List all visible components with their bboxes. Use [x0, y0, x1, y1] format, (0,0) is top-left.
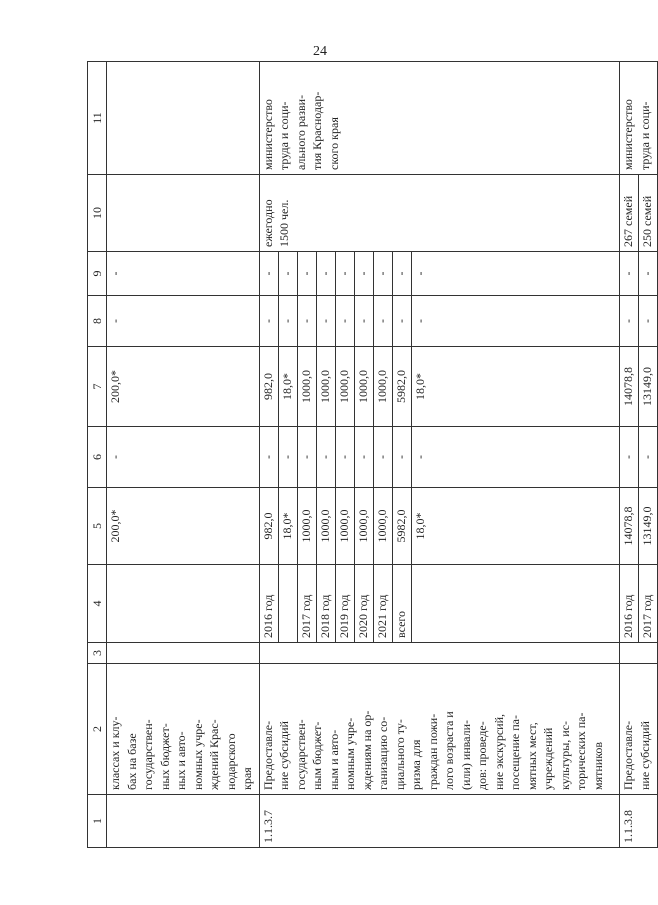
text-line: Предоставле- — [621, 720, 635, 790]
value-cell: - — [278, 252, 297, 296]
text-line: ние субсидий — [637, 721, 652, 790]
column-header: 1 — [88, 795, 107, 848]
text-line: классах и клу- — [108, 716, 122, 790]
text-line: ждениям на ор- — [359, 710, 374, 790]
value-cell: - — [316, 296, 335, 347]
value-cell: - — [278, 427, 297, 488]
column-header: 11 — [88, 62, 107, 175]
item-name-cell — [107, 664, 260, 795]
item-number-cell — [107, 795, 260, 848]
value-cell: 13149,0 — [639, 347, 658, 427]
value-cell: 18,0* — [411, 488, 620, 565]
empty-cell — [259, 643, 620, 664]
empty-cell — [620, 643, 658, 664]
text-line: бах на базе — [124, 733, 139, 790]
text-line: ского края — [326, 117, 341, 170]
result-cell: 267 семей — [620, 175, 639, 252]
text-line: номным учре- — [343, 717, 357, 790]
text-line: министерство — [260, 99, 275, 170]
item-number-cell: 1.1.3.7 — [259, 795, 620, 848]
year-cell — [107, 565, 260, 643]
value-cell: - — [354, 427, 373, 488]
year-cell: 2017 год — [639, 565, 658, 643]
value-cell: - — [278, 296, 297, 347]
executor-cell — [620, 62, 658, 175]
text-line: ние экскурсий, — [491, 713, 506, 790]
column-header: 3 — [88, 643, 107, 664]
column-header: 8 — [88, 296, 107, 347]
executor-cell — [107, 62, 260, 175]
text-line: ных и авто- — [174, 731, 188, 790]
text-line: мятников — [590, 741, 605, 790]
value-cell: - — [373, 427, 392, 488]
value-cell: - — [297, 427, 316, 488]
value-cell: - — [392, 427, 411, 488]
value-cell: - — [316, 252, 335, 296]
value-cell: - — [411, 252, 620, 296]
table-row — [620, 62, 639, 848]
item-name-cell — [259, 664, 620, 795]
value-cell: - — [107, 252, 260, 296]
year-cell: 2021 год — [373, 565, 392, 643]
value-cell: - — [639, 296, 658, 347]
value-cell: - — [411, 427, 620, 488]
text-line: 1500 чел. — [277, 199, 291, 247]
result-cell: 250 семей — [639, 175, 658, 252]
year-cell — [278, 565, 297, 643]
year-cell: 2016 год — [620, 565, 639, 643]
column-header: 4 — [88, 565, 107, 643]
empty-cell — [107, 643, 260, 664]
column-header: 7 — [88, 347, 107, 427]
value-cell: 13149,0 — [639, 488, 658, 565]
value-cell: - — [297, 252, 316, 296]
text-line: (или) инвали- — [458, 719, 473, 790]
item-name-cell — [620, 664, 658, 795]
value-cell: - — [373, 296, 392, 347]
text-line: циального ту- — [392, 719, 407, 790]
value-cell: - — [297, 296, 316, 347]
page-number: 24 — [313, 44, 327, 59]
value-cell: 5982,0 — [392, 488, 411, 565]
text-line: ных бюджет- — [157, 723, 172, 790]
text-line: края — [240, 767, 254, 790]
text-line: культуры, ис- — [557, 720, 572, 790]
year-cell: 2016 год — [259, 565, 278, 643]
value-cell: - — [316, 427, 335, 488]
value-cell: 982,0 — [259, 347, 278, 427]
year-cell: 2018 год — [316, 565, 335, 643]
value-cell: - — [411, 296, 620, 347]
value-cell: 18,0* — [278, 488, 297, 565]
text-line: ждений Крас- — [207, 719, 221, 790]
value-cell: 5982,0 — [392, 347, 411, 427]
value-cell: - — [107, 296, 260, 347]
value-cell: 1000,0 — [354, 347, 373, 427]
text-line: учреждений — [541, 727, 555, 790]
value-cell: 14078,8 — [620, 488, 639, 565]
value-cell: 1000,0 — [335, 347, 354, 427]
value-cell: - — [354, 296, 373, 347]
value-cell: - — [335, 296, 354, 347]
value-cell: 1000,0 — [297, 488, 316, 565]
header-row — [88, 62, 107, 848]
value-cell: - — [639, 427, 658, 488]
column-header: 9 — [88, 252, 107, 296]
result-cell — [259, 175, 620, 252]
year-cell — [411, 565, 620, 643]
column-header: 6 — [88, 427, 107, 488]
text-line: ризма для — [409, 739, 423, 790]
value-cell: 1000,0 — [316, 347, 335, 427]
year-cell: всего — [392, 565, 411, 643]
value-cell: 1000,0 — [373, 347, 392, 427]
table-row — [259, 62, 278, 848]
text-line: труда и соци- — [637, 101, 652, 170]
text-line: ганизацию со- — [376, 716, 390, 790]
text-line: мятных мест, — [524, 722, 539, 790]
text-line: ным и авто- — [326, 729, 341, 790]
value-cell: 1000,0 — [354, 488, 373, 565]
year-cell: 2017 год — [297, 565, 316, 643]
value-cell: - — [335, 252, 354, 296]
value-cell: - — [259, 252, 278, 296]
value-cell: - — [392, 296, 411, 347]
value-cell: - — [107, 427, 260, 488]
result-cell — [107, 175, 260, 252]
column-header: 10 — [88, 175, 107, 252]
text-line: дов: проведе- — [475, 721, 489, 790]
value-cell: - — [335, 427, 354, 488]
text-line: тия Краснодар- — [310, 91, 324, 170]
value-cell: 18,0* — [411, 347, 620, 427]
text-line: нодарского — [223, 733, 238, 790]
value-cell: 200,0* — [107, 488, 260, 565]
text-line: ежегодно — [260, 199, 275, 247]
value-cell: 14078,8 — [620, 347, 639, 427]
text-line: посещение па- — [508, 715, 522, 790]
value-cell: - — [373, 252, 392, 296]
text-line: министерство — [621, 99, 635, 170]
column-header: 5 — [88, 488, 107, 565]
item-number-cell: 1.1.3.8 — [620, 795, 658, 848]
text-line: ным бюджет- — [310, 721, 324, 790]
value-cell: - — [639, 252, 658, 296]
value-cell: 1000,0 — [373, 488, 392, 565]
text-line: ние субсидий — [277, 721, 291, 790]
value-cell: - — [620, 296, 639, 347]
value-cell: 1000,0 — [316, 488, 335, 565]
value-cell: - — [392, 252, 411, 296]
value-cell: 1000,0 — [335, 488, 354, 565]
value-cell: - — [620, 427, 639, 488]
program-table — [87, 61, 658, 848]
value-cell: 982,0 — [259, 488, 278, 565]
text-line: номных учре- — [190, 719, 205, 790]
value-cell: - — [259, 427, 278, 488]
executor-cell — [259, 62, 620, 175]
text-line: Предоставле- — [260, 720, 275, 790]
text-line: ального разви- — [293, 94, 308, 170]
text-line: торических па- — [574, 712, 588, 790]
column-header: 2 — [88, 664, 107, 795]
value-cell: 18,0* — [278, 347, 297, 427]
value-cell: - — [259, 296, 278, 347]
value-cell: 200,0* — [107, 347, 260, 427]
value-cell: 1000,0 — [297, 347, 316, 427]
text-line: труда и соци- — [277, 101, 291, 170]
text-line: государствен- — [293, 719, 308, 790]
year-cell: 2019 год — [335, 565, 354, 643]
value-cell: - — [620, 252, 639, 296]
text-line: лого возраста и — [442, 711, 456, 790]
table-row — [107, 62, 260, 848]
value-cell: - — [354, 252, 373, 296]
text-line: государствен- — [141, 719, 155, 790]
text-line: граждан пожи- — [425, 713, 440, 790]
year-cell: 2020 год — [354, 565, 373, 643]
